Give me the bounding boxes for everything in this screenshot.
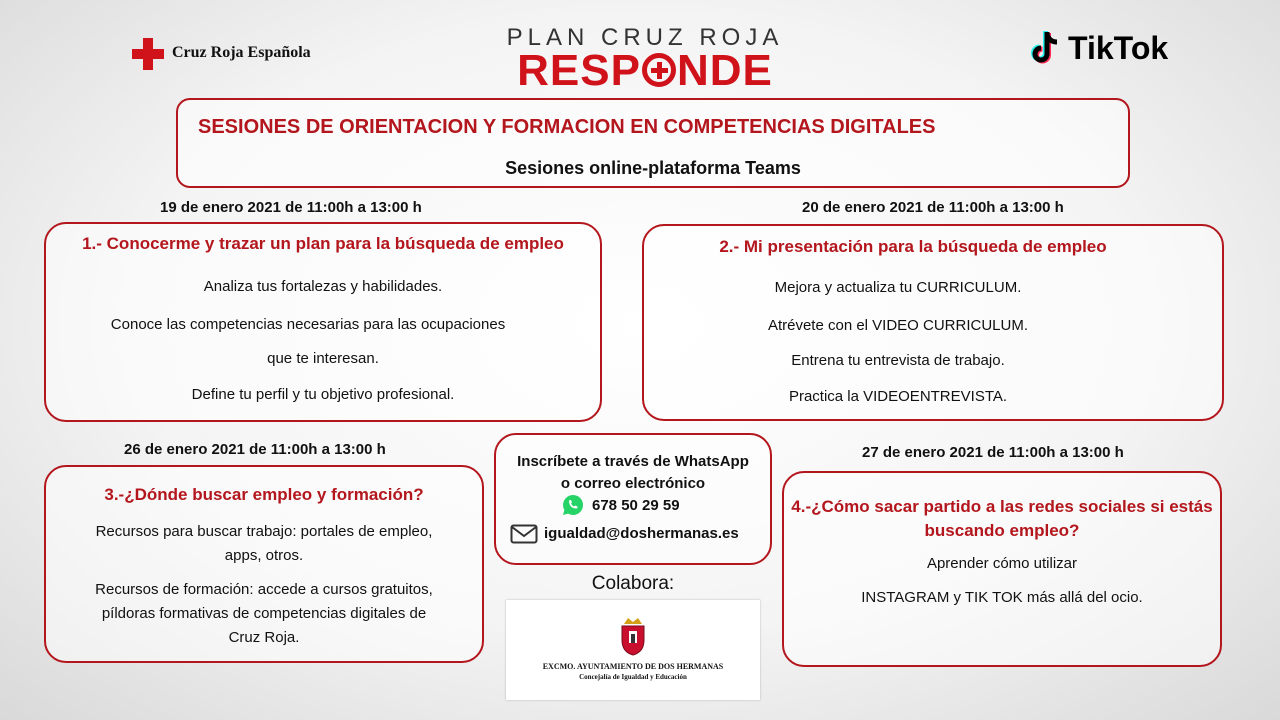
session-3-line-5: Cruz Roja. xyxy=(228,629,300,646)
banner-subtitle: Sesiones online-plataforma Teams xyxy=(505,158,801,178)
session-2-line-2: Atrévete con el VIDEO CURRICULUM. xyxy=(767,317,1029,334)
session-1-card xyxy=(44,222,602,422)
session-2-line-3: Entrena tu entrevista de trabajo. xyxy=(791,352,1005,369)
coat-of-arms-icon xyxy=(620,616,646,656)
colabora-label: Colabora: xyxy=(591,573,675,594)
cross-o-icon xyxy=(642,53,676,87)
responde-wordmark: RESP NDE xyxy=(517,46,773,95)
session-4-line-1: Aprender cómo utilizar xyxy=(926,555,1078,572)
mail-icon xyxy=(510,524,538,544)
session-3-title: 3.-¿Dónde buscar empleo y formación? xyxy=(104,485,424,504)
session-2-card xyxy=(642,224,1224,421)
session-3-line-2: apps, otros. xyxy=(224,547,304,564)
cruz-roja-logo xyxy=(132,36,312,72)
session-3-date: 26 de enero 2021 de 11:00h a 13:00 h xyxy=(124,441,386,458)
session-1-title: 1.- Conocerme y trazar un plan para la búsqueda de empleo xyxy=(82,234,564,253)
whatsapp-icon xyxy=(562,494,584,516)
contact-box xyxy=(494,433,772,565)
colabora-org: EXCMO. AYUNTAMIENTO DE DOS HERMANAS xyxy=(542,662,724,671)
session-4-card xyxy=(782,471,1222,667)
session-2-line-4: Practica la VIDEOENTREVISTA. xyxy=(788,388,1008,405)
tiktok-logo xyxy=(1030,30,1210,70)
session-1-line-1: Analiza tus fortalezas y habilidades. xyxy=(203,278,443,295)
session-4-date: 27 de enero 2021 de 11:00h a 13:00 h xyxy=(862,444,1124,461)
session-3-line-1: Recursos para buscar trabajo: portales de empleo, xyxy=(95,523,433,540)
contact-line-2: o correo electrónico xyxy=(560,475,706,492)
session-4-line-2: INSTAGRAM y TIK TOK más allá del ocio. xyxy=(861,589,1143,606)
email-link[interactable]: igualdad@doshermanas.es xyxy=(544,525,739,542)
session-1-line-2: Conoce las competencias necesarias para las ocupaciones xyxy=(110,316,506,333)
session-4-title-b: buscando empleo? xyxy=(924,521,1080,540)
tiktok-icon xyxy=(1030,30,1062,68)
session-2-date: 20 de enero 2021 de 11:00h a 13:00 h xyxy=(802,199,1064,216)
tiktok-text: TikTok xyxy=(1068,30,1169,66)
contact-line-1: Inscríbete a través de WhatsApp xyxy=(517,453,749,470)
session-1-line-3: que te interesan. xyxy=(267,350,379,367)
plan-line: PLAN CRUZ ROJA xyxy=(506,24,784,51)
title-banner xyxy=(176,98,1130,188)
banner-title: SESIONES DE ORIENTACION Y FORMACION EN COMPETENCIAS DIGITALES xyxy=(198,116,936,138)
session-1-line-4: Define tu perfil y tu objetivo profesional. xyxy=(191,386,455,403)
cruz-roja-logo-text: Cruz Roja Española xyxy=(172,44,311,61)
session-3-line-4: píldoras formativas de competencias digitales de xyxy=(101,605,427,622)
session-4-title-a: 4.-¿Cómo sacar partido a las redes sociales si estás xyxy=(791,497,1213,516)
colabora-dept: Concejalía de Igualdad y Educación xyxy=(579,673,687,681)
session-3-card xyxy=(44,465,484,663)
session-2-line-1: Mejora y actualiza tu CURRICULUM. xyxy=(774,279,1022,296)
session-2-title: 2.- Mi presentación para la búsqueda de empleo xyxy=(719,237,1107,256)
session-3-line-3: Recursos de formación: accede a cursos gratuitos, xyxy=(95,581,433,598)
phone-link[interactable]: 678 50 29 59 xyxy=(592,497,680,514)
plan-cruz-roja-logo xyxy=(470,24,820,94)
session-1-date: 19 de enero 2021 de 11:00h a 13:00 h xyxy=(160,199,422,216)
colabora-logo-box xyxy=(506,600,760,700)
